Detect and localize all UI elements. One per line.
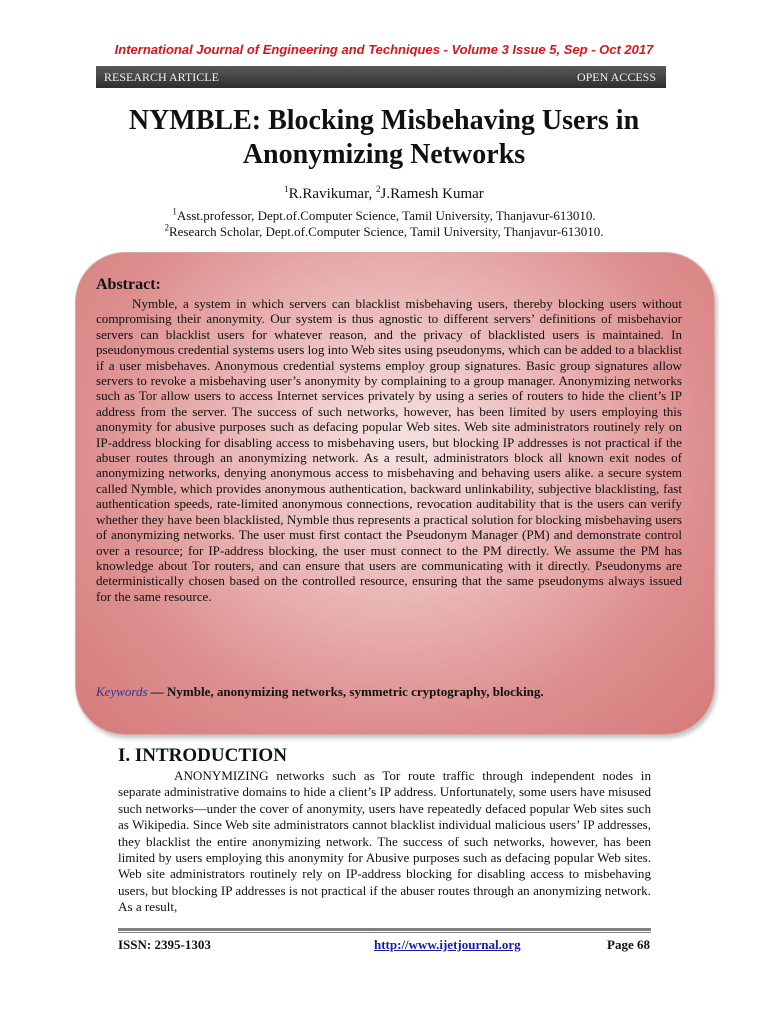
paper-title-line2: Anonymizing Networks bbox=[242, 139, 526, 170]
introduction-text: ANONYMIZING networks such as Tor route traffic through independent nodes in separate administrative domains to hide a client’s IP address. Unfortunately, some users have misused such networks—under the cover of anonymity, users have repeatedly defaced popular Web sites such as Wikipedia. Since Web site administrators cannot blacklist individual malicious users’ IP addresses, they blacklist the entire anonymizing network. The success of such networks, however, has been limited by users employing this anonymity for Abusive purposes such as defacing popular Web sites. Web site administrators routinely rely on IP-address blocking for disabling access to misbehaving users, but blocking IP addresses is not practical if the abuser routes through an anonymizing network. As a result, bbox=[118, 768, 651, 915]
keywords-label: Keywords bbox=[96, 684, 148, 699]
affil1-text: Asst.professor, Dept.of.Computer Science, Tamil University, Thanjavur-613010. bbox=[176, 208, 596, 223]
affil1-sup: 1 bbox=[172, 206, 177, 217]
abstract-heading: Abstract: bbox=[96, 276, 161, 293]
authors bbox=[0, 186, 768, 203]
paper-title bbox=[60, 104, 708, 172]
affil2-text: Research Scholar, Dept.of.Computer Science, Tamil University, Thanjavur-613010. bbox=[168, 224, 604, 239]
author1: R.Ravikumar, bbox=[288, 186, 376, 202]
author1-sup: 1 bbox=[284, 184, 289, 194]
keywords-separator: — bbox=[147, 684, 168, 699]
introduction-heading: I. INTRODUCTION bbox=[118, 745, 287, 766]
affiliation-1 bbox=[0, 208, 768, 224]
keywords bbox=[96, 684, 682, 700]
article-type-bar bbox=[96, 66, 666, 88]
keywords-values: Nymble, anonymizing networks, symmetric cryptography, blocking. bbox=[167, 684, 544, 699]
author2: J.Ramesh Kumar bbox=[380, 186, 484, 202]
affiliation-2 bbox=[0, 224, 768, 240]
footer-rule-thin bbox=[118, 932, 651, 933]
open-access-label: OPEN ACCESS bbox=[576, 70, 656, 84]
footer-rule bbox=[118, 928, 651, 931]
article-type-label: RESEARCH ARTICLE bbox=[104, 70, 219, 84]
author2-sup: 2 bbox=[375, 184, 381, 194]
footer-journal-link[interactable]: http://www.ijetjournal.org bbox=[374, 937, 521, 952]
footer-page-number: Page 68 bbox=[607, 937, 650, 952]
journal-header: International Journal of Engineering and Techniques - Volume 3 Issue 5, Sep - Oct 2017 bbox=[114, 42, 654, 57]
footer-issn: ISSN: 2395-1303 bbox=[118, 937, 211, 952]
abstract-text: Nymble, a system in which servers can blacklist misbehaving users, thereby blocking users without compromising their anonymity. Our system is thus agnostic to different servers’ definitions of misbehavior servers can blacklist users for whatever reason, and the privacy of blacklisted users is maintained. In pseudonymous credential systems users log into Web sites using pseudonyms, which can be added to a blacklist if a user misbehaves. Anonymous credential systems employ group signatures. Basic group signatures allow servers to revoke a misbehaving user’s anonymity by complaining to a group manager. Anonymizing networks such as Tor allow users to access Internet services privately by using a series of routers to hide the client’s IP address from the server. The success of such networks, however, has been limited by users employing this anonymity for abusive purposes such as defacing popular Web sites. Web site administrators routinely rely on IP-address blocking for disabling access to misbehaving users, but blocking IP addresses is not practical if the abuser routes through an anonymizing network. As a result, administrators block all known exit nodes of anonymizing networks, denying anonymous access to misbehaving and behaving users alike. a secure system called Nymble, which provides anonymous authentication, backward unlinkability, subjective blacklisting, fast authentication speeds, rate-limited anonymous connections, revocation auditability that is the users can verify whether they have been blacklisted, Nymble thus represents a practical solution for blocking misbehaving users of anonymizing networks. The user must first contact the Pseudonym Manager (PM) and demonstrate control over a resource; for IP-address blocking, the user must connect to the PM directly. We assume the PM has knowledge about Tor routers, and can ensure that users are communicating with it directly. Pseudonyms are deterministically chosen based on the controlled resource, ensuring that the same pseudonyms always issued for the same resource. bbox=[96, 296, 683, 604]
affil2-sup: 2 bbox=[164, 222, 169, 233]
paper-title-line1: NYMBLE: Blocking Misbehaving Users in bbox=[128, 105, 640, 136]
